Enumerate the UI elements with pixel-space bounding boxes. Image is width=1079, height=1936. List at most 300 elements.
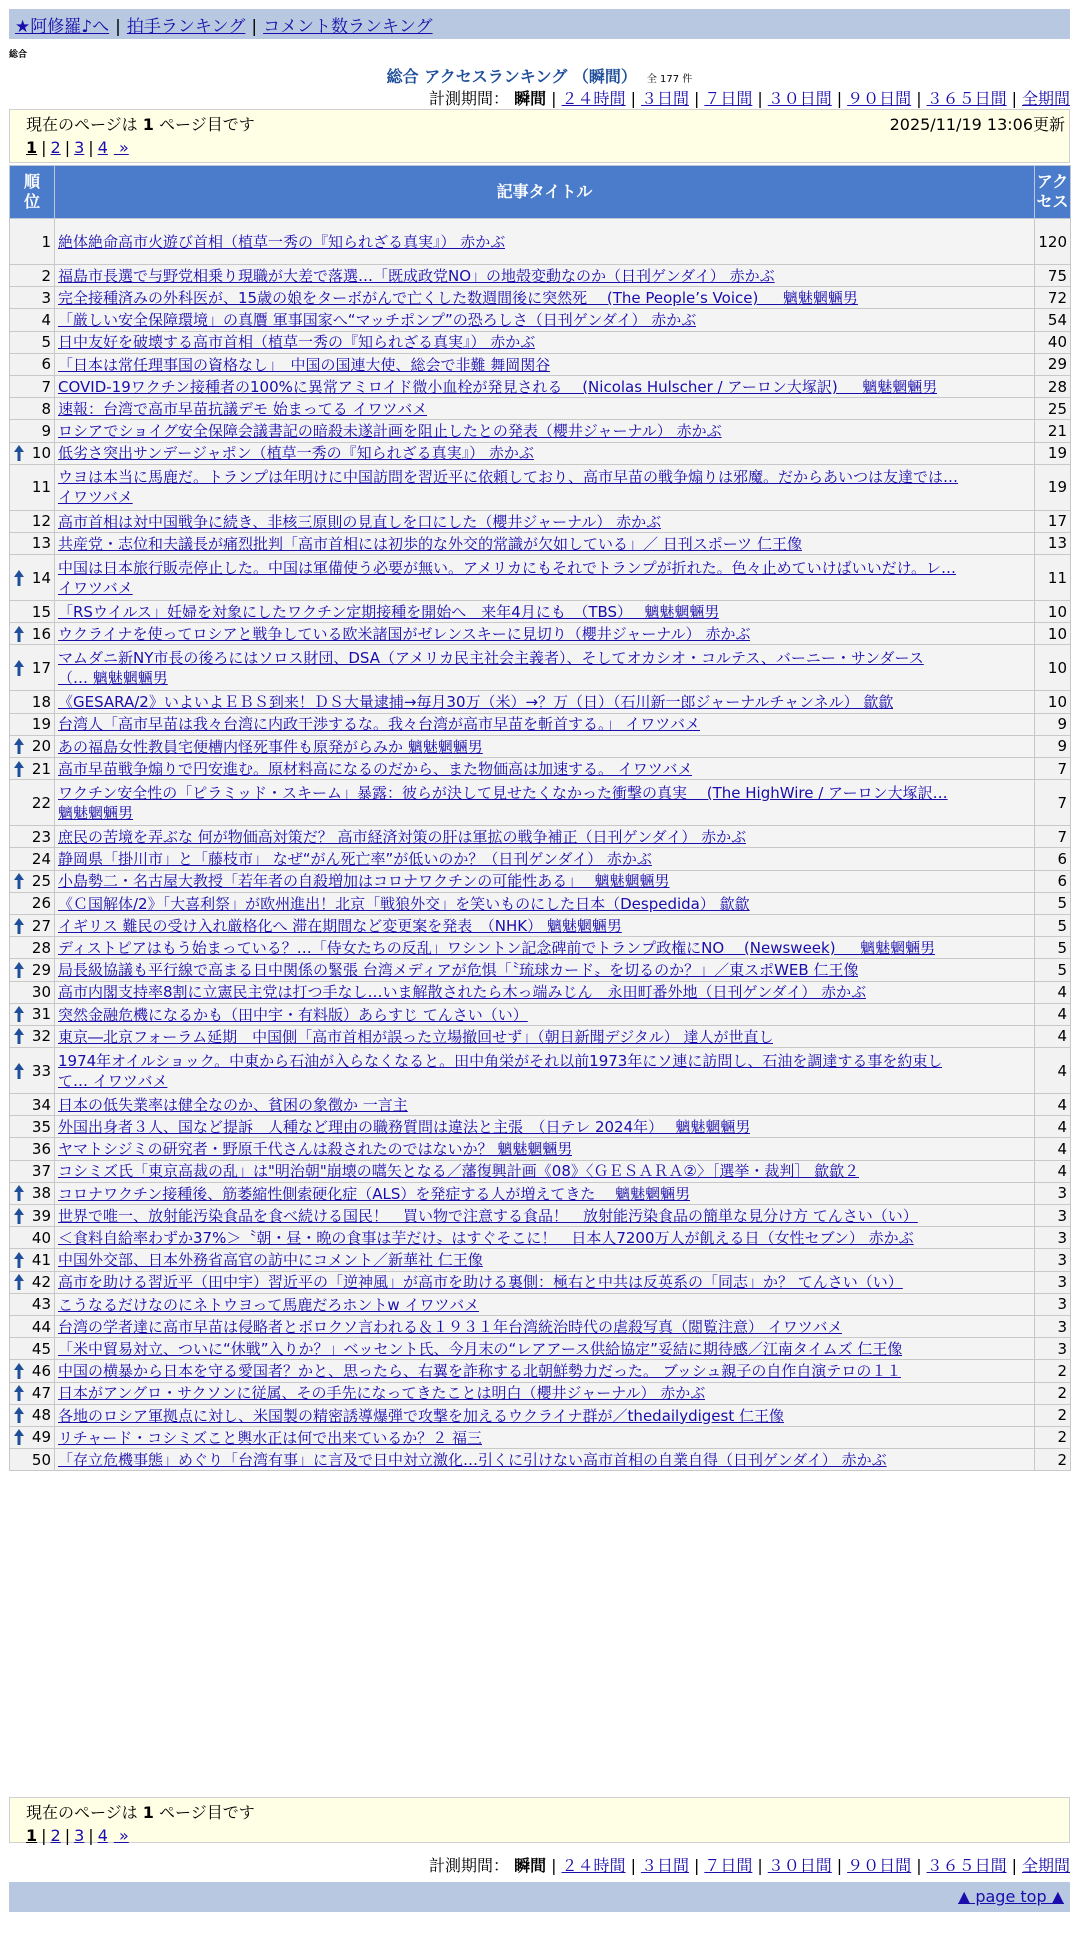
- pager-page-link[interactable]: 2: [50, 1826, 61, 1845]
- period-option[interactable]: 全期間: [1021, 1856, 1070, 1875]
- article-title-link[interactable]: 中国は日本旅行販売停止した。中国は軍備使う必要が無い。アメリカにもそれでトランプが折れた。色々止めていけばいいだけ。レ…: [58, 558, 957, 577]
- rank-number: 24: [31, 849, 51, 868]
- rank-number: 9: [41, 421, 51, 440]
- rank-cell: [10, 1426, 55, 1448]
- rank-cell: [10, 758, 55, 780]
- table-row: [10, 623, 1071, 645]
- access-count-cell: 10: [1035, 601, 1071, 623]
- article-title-link[interactable]: ヤマトシジミの研究者・野原千代さんは殺されたのではないか？ 魑魅魍魎男: [58, 1140, 573, 1159]
- rank-cell: [10, 464, 55, 510]
- access-count-cell: 5: [1035, 959, 1071, 981]
- rank-cell: [10, 691, 55, 713]
- title-cell: [55, 398, 1035, 420]
- access-count-cell: 6: [1035, 848, 1071, 870]
- period-label: 計測期間：: [429, 89, 515, 108]
- access-count-cell: 72: [1035, 287, 1071, 309]
- access-count-cell: 3: [1035, 1271, 1071, 1293]
- period-option[interactable]: ３６５日間: [926, 89, 1007, 108]
- article-title-link[interactable]: ウクライナを使ってロシアと戦争している欧米諸国がゼレンスキーに見切り（櫻井ジャーナル） 赤かぶ: [58, 625, 751, 644]
- updated-timestamp: 2025/11/19 13:06更新: [889, 115, 1065, 134]
- article-title-link-continued[interactable]: （… 魑魅魍魎男: [58, 669, 168, 688]
- rank-cell: [10, 959, 55, 981]
- article-title-link[interactable]: 台湾の学者達に高市早苗は侵略者とボロクソ言われる＆１９３１年台湾統治時代の虐殺写真（閲覧注意） イワツバメ: [58, 1317, 843, 1336]
- ranking-table: [9, 165, 1071, 1471]
- access-count-cell: 19: [1035, 464, 1071, 510]
- period-separator: |: [1011, 89, 1017, 108]
- title-cell: [55, 420, 1035, 442]
- title-cell: [55, 532, 1035, 554]
- rank-number: 50: [31, 1450, 51, 1469]
- period-selector-bottom: [429, 1853, 1070, 1876]
- access-count-cell: 19: [1035, 442, 1071, 464]
- title-cell: [55, 713, 1035, 735]
- access-count-cell: 9: [1035, 735, 1071, 757]
- rank-number: 36: [31, 1140, 51, 1159]
- rank-up-arrow-icon: [14, 962, 24, 978]
- page-heading: [0, 64, 1079, 87]
- period-option[interactable]: ９０日間: [847, 89, 912, 108]
- title-cell: [55, 375, 1035, 397]
- page-info-bottom: [9, 1797, 1070, 1843]
- table-row: [10, 1360, 1071, 1382]
- rank-up-arrow-icon: [14, 1252, 24, 1268]
- period-separator: |: [916, 89, 922, 108]
- nav-separator: |: [251, 17, 258, 37]
- pager-separator: |: [88, 138, 94, 157]
- rank-cell: [10, 1182, 55, 1204]
- nav-clap-ranking-link[interactable]: 拍手ランキング: [126, 17, 246, 37]
- period-option: 瞬間: [514, 1856, 547, 1875]
- article-title-link[interactable]: 中国外交部、日本外務省高官の訪中にコメント／新華社 仁王像: [58, 1251, 483, 1270]
- table-row: [10, 870, 1071, 892]
- article-title-link[interactable]: 日本がアングロ・サクソンに従属、その手先になってきたことは明白（櫻井ジャーナル） 赤かぶ: [58, 1384, 706, 1403]
- article-title-link[interactable]: ＜食料自給率わずか37%＞〝朝・昼・晩の食事は芋だけ〟はすぐそこに！ 日本人7200万人が飢える日（女性セブン） 赤かぶ: [58, 1229, 914, 1248]
- period-separator: |: [757, 1856, 763, 1875]
- top-nav-bar: [9, 9, 1070, 39]
- table-row: [10, 1449, 1071, 1471]
- article-title-link[interactable]: ウヨは本当に馬鹿だ。トランプは年明けに中国訪問を習近平に依頼しており、高市早苗の戦争煽りは邪魔。だからあいつは友達では…: [58, 468, 959, 487]
- table-row: [10, 1003, 1071, 1025]
- table-row: [10, 1025, 1071, 1047]
- access-count-cell: 7: [1035, 826, 1071, 848]
- rank-up-arrow-icon: [14, 626, 24, 642]
- article-title-link[interactable]: 各地のロシア軍拠点に対し、米国製の精密誘導爆弾で攻撃を加えるウクライナ群が／thedailydigest 仁王像: [58, 1406, 784, 1425]
- rank-number: 34: [31, 1095, 51, 1114]
- title-cell: [55, 691, 1035, 713]
- access-count-cell: 4: [1035, 1094, 1071, 1116]
- rank-number: 33: [31, 1061, 51, 1080]
- rank-up-arrow-icon: [14, 1063, 24, 1079]
- title-cell: [55, 442, 1035, 464]
- article-title-link[interactable]: 突然金融危機になるかも（田中宇・有料版）あらすじ てんさい（い）: [58, 1005, 528, 1024]
- page-title: 総合 アクセスランキング （瞬間）: [386, 67, 637, 86]
- article-title-link[interactable]: 局長級協議も平行線で高まる日中関係の緊張 台湾メディアが危惧「〝琉球カード〟を切るのか？」／東スポWEB 仁王像: [58, 961, 859, 980]
- access-count-cell: 2: [1035, 1404, 1071, 1426]
- title-cell: [55, 1315, 1035, 1337]
- rank-number: 43: [31, 1295, 51, 1314]
- article-title-link[interactable]: 《GESARA/2》いよいよＥＢＳ到来！ＤＳ大量逮捕→毎月30万（米）→？万（日）（石川新一郎ジャーナルチャンネル） 歙歙: [58, 693, 894, 712]
- title-cell: [55, 1404, 1035, 1426]
- article-title-link[interactable]: 高市首相は対中国戦争に続き、非核三原則の見直しを口にした（櫻井ジャーナル） 赤かぶ: [58, 512, 662, 531]
- article-title-link[interactable]: 静岡県「掛川市」と「藤枝市」 なぜ“がん死亡率”が低いのか？（日刊ゲンダイ） 赤かぶ: [58, 850, 652, 869]
- rank-number: 12: [31, 512, 51, 531]
- title-cell: [55, 623, 1035, 645]
- access-count-cell: 6: [1035, 870, 1071, 892]
- title-cell: [55, 1182, 1035, 1204]
- title-cell: [55, 353, 1035, 375]
- article-title-link[interactable]: 速報：台湾で高市早苗抗議デモ 始まってる イワツバメ: [58, 399, 428, 418]
- rank-number: 3: [41, 288, 51, 307]
- rank-cell: [10, 892, 55, 914]
- title-cell: [55, 287, 1035, 309]
- rank-up-arrow-icon: [14, 1407, 24, 1423]
- period-option[interactable]: ９０日間: [847, 1856, 912, 1875]
- rank-cell: [10, 1449, 55, 1471]
- article-title-link[interactable]: 高市内閣支持率8割に立憲民主党は打つ手なし…いま解散されたら木っ端みじん 永田町番外地（日刊ゲンダイ） 赤かぶ: [58, 983, 867, 1002]
- page-top-link[interactable]: ▲ page top ▲: [957, 1887, 1064, 1906]
- table-row: [10, 510, 1071, 532]
- rank-cell: [10, 1025, 55, 1047]
- rank-up-arrow-icon: [14, 660, 24, 676]
- rank-up-arrow-icon: [14, 1385, 24, 1401]
- rank-cell: [10, 1227, 55, 1249]
- access-count-cell: 2: [1035, 1382, 1071, 1404]
- access-count-cell: 3: [1035, 1182, 1071, 1204]
- access-count-cell: 2: [1035, 1426, 1071, 1448]
- access-count-cell: 4: [1035, 1138, 1071, 1160]
- rank-cell: [10, 1382, 55, 1404]
- rank-number: 13: [31, 534, 51, 553]
- rank-cell: [10, 870, 55, 892]
- title-cell: [55, 959, 1035, 981]
- article-title-link[interactable]: 「存立危機事態」めぐり「台湾有事」に言及で日中対立激化…引くに引けない高市首相の自業自得（日刊ゲンダイ） 赤かぶ: [58, 1450, 887, 1469]
- pager-page-link[interactable]: 2: [50, 138, 61, 157]
- article-title-link[interactable]: 中国の横暴から日本を守る愛国者？かと、思ったら、右翼を詐称する北朝鮮勢力だった。 ブッシュ親子の自作自演テロの１１: [58, 1362, 902, 1381]
- rank-cell: [10, 848, 55, 870]
- period-option[interactable]: ２４時間: [561, 1856, 626, 1875]
- article-title-link[interactable]: 福島市長選で与野党相乗り現職が大差で落選…「既成政党NO」の地殻変動なのか（日刊ゲンダイ） 赤かぶ: [58, 266, 775, 285]
- title-cell: [55, 265, 1035, 287]
- rank-number: 21: [31, 759, 51, 778]
- title-cell: [55, 758, 1035, 780]
- title-cell: [55, 555, 1035, 601]
- period-option[interactable]: ７日間: [704, 89, 753, 108]
- table-row: [10, 758, 1071, 780]
- rank-cell: [10, 1048, 55, 1094]
- title-cell: [55, 937, 1035, 959]
- title-cell: [55, 848, 1035, 870]
- rank-number: 37: [31, 1162, 51, 1181]
- article-title-link[interactable]: リチャード・コシミズこと輿水正は何で出来ているか？２ 福三: [58, 1428, 483, 1447]
- pager-separator: |: [41, 138, 47, 157]
- rank-up-arrow-icon: [14, 1429, 24, 1445]
- article-title-link[interactable]: 1974年オイルショック。中東から石油が入らなくなると。田中角栄がそれ以前1973年にソ連に訪問し、石油を調達する事を約束し: [58, 1051, 943, 1070]
- article-title-link[interactable]: イギリス 難民の受け入れ厳格化へ 滞在期間など変更案を発表 （NHK） 魑魅魍魎男: [58, 916, 622, 935]
- table-row: [10, 1315, 1071, 1337]
- article-title-link[interactable]: 日本の低失業率は健全なのか、貧困の象徴か 一言主: [58, 1095, 408, 1114]
- rank-number: 22: [31, 793, 51, 812]
- table-row: [10, 735, 1071, 757]
- access-count-cell: 28: [1035, 375, 1071, 397]
- article-title-link[interactable]: 「厳しい安全保障環境」の真贋 軍事国家へ“マッチポンプ”の恐ろしさ（日刊ゲンダイ） 赤かぶ: [58, 311, 697, 330]
- rank-up-arrow-icon: [14, 1028, 24, 1044]
- title-cell: [55, 1293, 1035, 1315]
- title-cell: [55, 309, 1035, 331]
- pager-next-link[interactable]: »: [113, 138, 129, 157]
- table-row: [10, 375, 1071, 397]
- title-cell: [55, 219, 1035, 265]
- rank-up-arrow-icon: [14, 873, 24, 889]
- article-title-link[interactable]: 小島勢二・名古屋大教授「若年者の自殺増加はコロナワクチンの可能性ある」 魑魅魍魎男: [58, 872, 670, 891]
- title-cell: [55, 914, 1035, 936]
- access-count-cell: 4: [1035, 1160, 1071, 1182]
- table-row: [10, 309, 1071, 331]
- rank-cell: [10, 981, 55, 1003]
- rank-number: 17: [31, 658, 51, 677]
- access-count-cell: 21: [1035, 420, 1071, 442]
- rank-number: 25: [31, 872, 51, 891]
- pager-page-link[interactable]: 4: [97, 1826, 108, 1845]
- rank-number: 46: [31, 1361, 51, 1380]
- article-title-link[interactable]: ディストピアはもう始まっている？…「侍女たちの反乱」ワシントン記念碑前でトランプ政権にNO (Newsweek) 魑魅魍魎男: [58, 938, 936, 957]
- rank-cell: [10, 265, 55, 287]
- rank-number: 10: [31, 444, 51, 463]
- access-count-cell: 29: [1035, 353, 1071, 375]
- page-info-text: 現在のページは 1 ページ目です: [26, 1803, 255, 1822]
- rank-up-arrow-icon: [14, 1208, 24, 1224]
- rank-number: 20: [31, 737, 51, 756]
- rank-number: 41: [31, 1250, 51, 1269]
- rank-cell: [10, 780, 55, 826]
- category-label: 総合: [9, 50, 28, 60]
- table-row: [10, 848, 1071, 870]
- rank-number: 31: [31, 1005, 51, 1024]
- pager-top: [26, 138, 1053, 157]
- access-count-cell: 4: [1035, 1048, 1071, 1094]
- article-title-link[interactable]: 《Ｃ国解体/2》「大喜利祭」が欧州進出！北京「戦狼外交」を笑いものにした日本（Despedida） 歙歙: [58, 894, 750, 913]
- title-cell: [55, 1025, 1035, 1047]
- title-cell: [55, 1382, 1035, 1404]
- rank-cell: [10, 398, 55, 420]
- article-title-link[interactable]: 世界で唯一、放射能汚染食品を食べ続ける国民！ 買い物で注意する食品！ 放射能汚染食品の簡単な見分け方 てんさい（い）: [58, 1206, 918, 1225]
- table-row: [10, 331, 1071, 353]
- article-title-link[interactable]: あの福島女性教員宅便槽内怪死事件も原発がらみか 魑魅魍魎男: [58, 737, 483, 756]
- article-title-link[interactable]: 「RSウイルス」妊婦を対象にしたワクチン定期接種を開始へ 来年4月にも （TBS） 魑魅魍魎男: [58, 602, 720, 621]
- article-title-link[interactable]: 「米中貿易対立、ついに“休戦”入りか？」ベッセント氏、今月末の“レアアース供給協定”妥結に期待感／江南タイムズ 仁王像: [58, 1339, 903, 1358]
- rank-cell: [10, 420, 55, 442]
- period-option[interactable]: ３日間: [640, 89, 689, 108]
- rank-cell: [10, 442, 55, 464]
- table-row: [10, 914, 1071, 936]
- rank-number: 8: [41, 399, 51, 418]
- rank-up-arrow-icon: [14, 761, 24, 777]
- title-cell: [55, 892, 1035, 914]
- pager-separator: |: [88, 1826, 94, 1845]
- access-count-cell: 75: [1035, 265, 1071, 287]
- period-label: 計測期間：: [429, 1856, 515, 1875]
- page-info-top: [9, 109, 1070, 163]
- rank-number: 26: [31, 894, 51, 913]
- access-count-cell: 5: [1035, 937, 1071, 959]
- pager-separator: |: [64, 1826, 71, 1845]
- rank-number: 29: [31, 960, 51, 979]
- rank-up-arrow-icon: [14, 1006, 24, 1022]
- period-option[interactable]: ３０日間: [767, 89, 832, 108]
- article-title-link[interactable]: 東京―北京フォーラム延期 中国側「高市首相が誤った立場撤回せず」（朝日新聞デジタル） 達人が世直し: [58, 1027, 774, 1046]
- period-option[interactable]: ７日間: [704, 1856, 753, 1875]
- table-row: [10, 691, 1071, 713]
- title-cell: [55, 1249, 1035, 1271]
- access-count-cell: 4: [1035, 1025, 1071, 1047]
- access-count-cell: 3: [1035, 1293, 1071, 1315]
- rank-cell: [10, 1249, 55, 1271]
- access-count-cell: 3: [1035, 1227, 1071, 1249]
- period-separator: |: [836, 89, 843, 108]
- access-count-cell: 5: [1035, 914, 1071, 936]
- title-cell: [55, 510, 1035, 532]
- access-count-cell: 10: [1035, 691, 1071, 713]
- pager-page-link: 1: [26, 1826, 38, 1845]
- access-count-cell: 5: [1035, 892, 1071, 914]
- table-row: [10, 464, 1071, 510]
- rank-up-arrow-icon: [14, 445, 24, 461]
- article-title-link[interactable]: 高市を助ける習近平（田中宇）習近平の「逆神風」が高市を助ける裏側：極右と中共は反英系の「同志」か？ てんさい（い）: [58, 1273, 903, 1292]
- title-cell: [55, 870, 1035, 892]
- article-title-link-continued[interactable]: イワツバメ: [58, 488, 133, 507]
- rank-number: 14: [31, 568, 51, 587]
- access-count-cell: 17: [1035, 510, 1071, 532]
- pager-separator: |: [64, 138, 71, 157]
- rank-cell: [10, 937, 55, 959]
- period-option[interactable]: ３日間: [640, 1856, 689, 1875]
- rank-cell: [10, 331, 55, 353]
- table-row: [10, 1160, 1071, 1182]
- table-row: [10, 1138, 1071, 1160]
- pager-next-link[interactable]: »: [113, 1826, 129, 1845]
- table-row: [10, 780, 1071, 826]
- rank-cell: [10, 1116, 55, 1138]
- rank-cell: [10, 601, 55, 623]
- rank-cell: [10, 1360, 55, 1382]
- article-title-link-continued[interactable]: イワツバメ: [58, 578, 133, 597]
- article-title-link-continued[interactable]: て… イワツバメ: [58, 1071, 168, 1090]
- table-row: [10, 1404, 1071, 1426]
- table-row: [10, 981, 1071, 1003]
- rank-number: 4: [41, 310, 51, 329]
- article-title-link[interactable]: マムダニ新NY市長の後ろにはソロス財団、DSA（アメリカ民主社会主義者）、そしてオカシオ・コルテス、バーニー・サンダース: [58, 649, 924, 668]
- nav-comment-ranking-link[interactable]: コメント数ランキング: [263, 17, 433, 37]
- rank-number: 35: [31, 1117, 51, 1136]
- title-cell: [55, 981, 1035, 1003]
- period-option: 瞬間: [514, 89, 547, 108]
- rank-up-arrow-icon: [14, 1274, 24, 1290]
- table-row: [10, 555, 1071, 601]
- title-cell: [55, 780, 1035, 826]
- nav-home-link[interactable]: ★阿修羅♪へ: [15, 17, 110, 37]
- article-title-link[interactable]: ロシアでショイグ安全保障会議書記の暗殺未遂計画を阻止したとの発表（櫻井ジャーナル） 赤かぶ: [58, 422, 722, 441]
- pager-page-link[interactable]: 3: [74, 1826, 85, 1845]
- table-header-row: [10, 166, 1071, 219]
- article-title-link[interactable]: ワクチン安全性の「ピラミッド・スキーム」暴露：彼らが決して見せたくなかった衝撃の真実 (The HighWire / アーロン大塚訳…: [58, 783, 948, 802]
- period-separator: |: [693, 89, 700, 108]
- article-title-link[interactable]: COVID-19ワクチン接種者の100%に異常アミロイド微小血栓が発見される (Nicolas Hulscher / アーロン大塚訳) 魑魅魍魎男: [58, 377, 938, 396]
- rank-cell: [10, 645, 55, 691]
- article-title-link[interactable]: 日中友好を破壊する高市首相（植草一秀の『知られざる真実』） 赤かぶ: [58, 333, 536, 352]
- access-count-cell: 3: [1035, 1338, 1071, 1360]
- rank-number: 38: [31, 1184, 51, 1203]
- rank-number: 5: [41, 333, 51, 352]
- table-row: [10, 287, 1071, 309]
- pager-page-link[interactable]: 4: [97, 138, 108, 157]
- period-option[interactable]: 全期間: [1021, 89, 1070, 108]
- access-count-cell: 3: [1035, 1249, 1071, 1271]
- title-cell: [55, 1048, 1035, 1094]
- table-row: [10, 1249, 1071, 1271]
- table-row: [10, 353, 1071, 375]
- period-option[interactable]: ３０日間: [767, 1856, 832, 1875]
- period-option[interactable]: ３６５日間: [926, 1856, 1007, 1875]
- rank-cell: [10, 1160, 55, 1182]
- title-cell: [55, 1160, 1035, 1182]
- article-title-link[interactable]: コシミズ氏「東京高裁の乱」は"明治朝"崩壊の嚆矢となる／藩復興計画《08》〈ＧＥＳＡＲＡ②〉［選挙・裁判］ 歙歙２: [58, 1162, 860, 1181]
- pager-separator: |: [41, 1826, 47, 1845]
- title-cell: [55, 1271, 1035, 1293]
- table-row: [10, 1426, 1071, 1448]
- article-title-link-continued[interactable]: 魑魅魍魎男: [58, 803, 134, 822]
- article-title-link[interactable]: 庶民の苦境を弄ぶな 何が物価高対策だ？ 高市経済対策の肝は軍拡の戦争補正（日刊ゲンダイ） 赤かぶ: [58, 828, 747, 847]
- period-separator: |: [757, 89, 763, 108]
- table-row: [10, 1382, 1071, 1404]
- access-count-cell: 7: [1035, 780, 1071, 826]
- table-row: [10, 1338, 1071, 1360]
- rank-number: 2: [41, 266, 51, 285]
- article-title-link[interactable]: 絶体絶命高市火遊び首相（植草一秀の『知られざる真実』） 赤かぶ: [58, 232, 506, 251]
- rank-number: 30: [31, 983, 51, 1002]
- rank-number: 6: [41, 355, 51, 374]
- title-cell: [55, 1003, 1035, 1025]
- article-title-link[interactable]: 台湾人「高市早苗は我々台湾に内政干渉するな。我々台湾が高市早苗を斬首する。」 イワツバメ: [58, 715, 700, 734]
- table-row: [10, 713, 1071, 735]
- article-title-link[interactable]: 共産党・志位和夫議長が痛烈批判「高市首相には初歩的な外交的常識が欠如している」／ 日刊スポーツ 仁王像: [58, 534, 802, 553]
- rank-cell: [10, 532, 55, 554]
- column-header-rank: 順位: [10, 166, 55, 219]
- article-title-link[interactable]: こうなるだけなのにネトウヨって馬鹿だろホントw イワツバメ: [58, 1295, 480, 1314]
- article-title-link[interactable]: コロナワクチン接種後、筋萎縮性側索硬化症（ALS）を発症する人が増えてきた 魑魅魍魎男: [58, 1184, 691, 1203]
- article-title-link[interactable]: 高市早苗戦争煽りで円安進む。原材料高になるのだから、また物価高は加速する。 イワツバメ: [58, 759, 693, 778]
- rank-number: 1: [41, 232, 51, 251]
- rank-number: 11: [31, 478, 51, 497]
- column-header-access: アクセス: [1035, 166, 1071, 219]
- rank-cell: [10, 510, 55, 532]
- period-option[interactable]: ２４時間: [561, 89, 626, 108]
- article-title-link[interactable]: 低劣さ突出サンデージャポン（植草一秀の『知られざる真実』） 赤かぶ: [58, 444, 534, 463]
- table-row: [10, 826, 1071, 848]
- rank-number: 45: [31, 1339, 51, 1358]
- rank-cell: [10, 826, 55, 848]
- article-title-link[interactable]: 完全接種済みの外科医が、15歳の娘をターボがんで亡くした数週間後に突然死 (The People’s Voice) 魑魅魍魎男: [58, 289, 858, 308]
- pager-page-link: 1: [26, 138, 38, 157]
- title-cell: [55, 601, 1035, 623]
- column-header-title: 記事タイトル: [55, 166, 1035, 219]
- article-title-link[interactable]: 外国出身者３人、国など提訴 人種など理由の職務質問は違法と主張 （日テレ 2024年） 魑魅魍魎男: [58, 1118, 751, 1137]
- pager-page-link[interactable]: 3: [74, 138, 85, 157]
- table-row: [10, 959, 1071, 981]
- period-separator: |: [1011, 1856, 1017, 1875]
- article-title-link[interactable]: 「日本は常任理事国の資格なし」 中国の国連大使、総会で非難 舞岡関谷: [58, 355, 551, 374]
- nav-separator: |: [115, 17, 121, 37]
- access-count-cell: 3: [1035, 1205, 1071, 1227]
- table-row: [10, 219, 1071, 265]
